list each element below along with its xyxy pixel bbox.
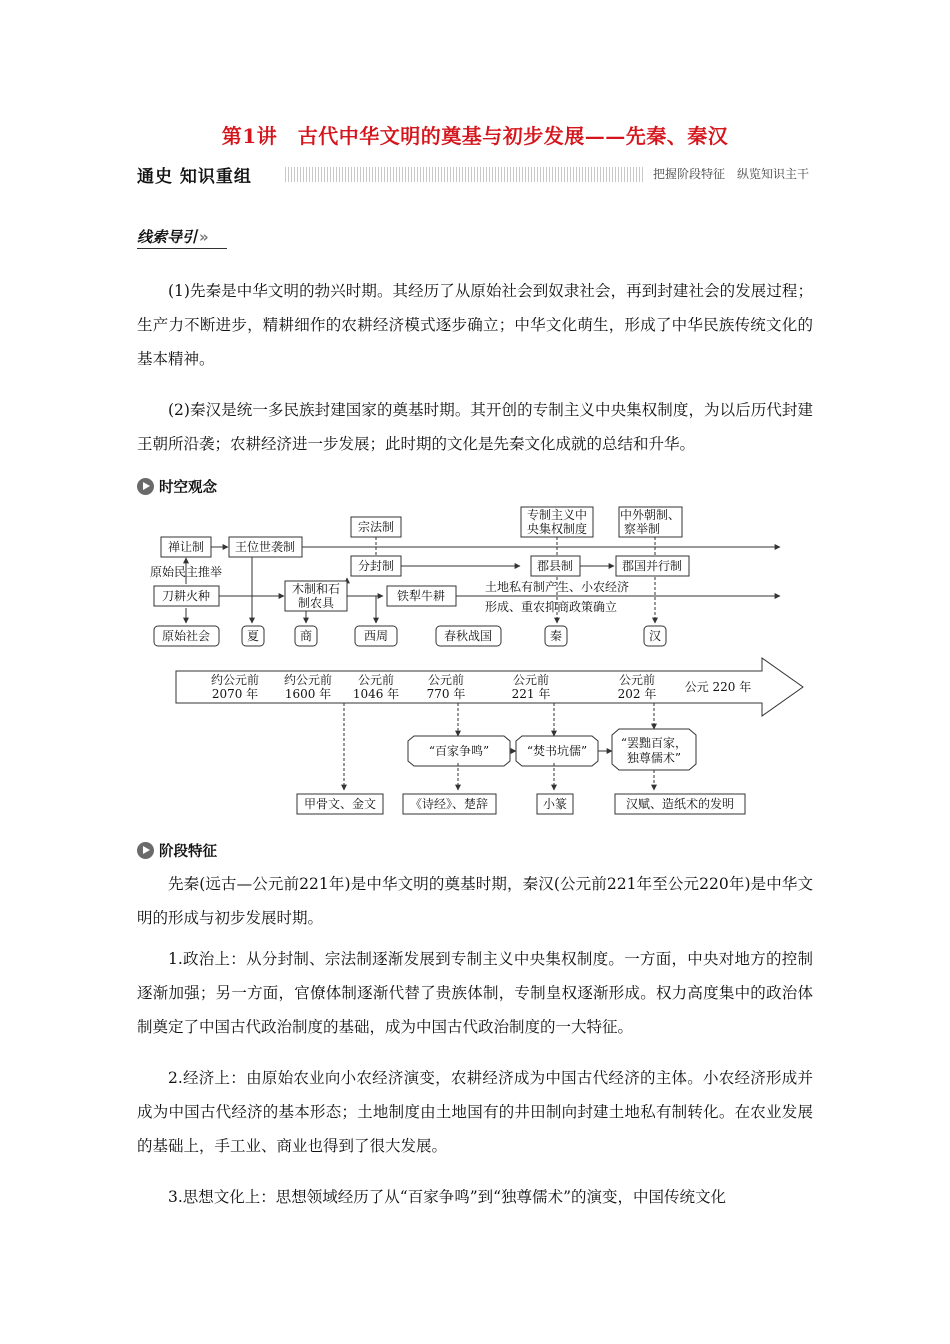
bachu-label-2: 独尊儒术” [626,751,682,765]
time-770-line1: 公元前 [427,673,465,687]
junguo-label: 郡国并行制 [621,559,683,573]
time-221-line2: 221 年 [511,687,551,701]
time-1046-line2: 1046 年 [352,687,400,701]
shanrang-label: 禅让制 [167,540,205,554]
stage-paragraph-4: 3.思想文化上：思想领域经历了从“百家争鸣”到“独尊儒术”的演变，中国传统文化 [168,1188,726,1206]
time-221-line1: 公元前 [512,673,550,687]
play-icon [137,842,154,859]
banner-subtitle: 把握阶段特征 纵览知识主干 [645,165,809,182]
play-icon [137,478,154,495]
double-chevron-icon: » [199,228,209,246]
time-1046-line1: 公元前 [357,673,395,687]
intro-paragraph-2: (2)秦汉是统一多民族封建国家的奠基时期。其开创的专制主义中央集权制度，为以后历代封建王朝所沿袭；农耕经济进一步发展；此时期的文化是先秦文化成就的总结和升华。 [137,401,813,453]
bachu-label-1: “罢黜百家， [620,736,688,750]
stage-heading-text: 阶段特征 [159,844,217,860]
spacetime-heading [137,476,217,497]
time-1600-line2: 1600 年 [284,687,332,701]
stage-paragraph-1: 先秦(远古—公元前221年)是中华文明的奠基时期，秦汉(公元前221年至公元220年)是中华文明的形成与初步发展时期。 [137,875,813,927]
tudi-label-2: 形成、重农抑商政策确立 [485,600,618,614]
zhongwai-label-1: 中外朝制、 [619,508,681,522]
wangwei-label: 王位世袭制 [234,540,296,554]
yuanshi-minzhu-label: 原始民主推举 [149,565,223,579]
jiagu-label: 甲骨文、金文 [303,797,377,811]
zhongwai-label-2: 察举制 [623,522,661,536]
zhuanzhi-label-2: 央集权制度 [526,522,588,536]
baijia-label: “百家争鸣” [428,744,490,758]
shang-label: 商 [299,629,313,643]
junxian-label: 郡县制 [536,559,574,573]
banner-label: 通史 知识重组 [137,162,258,187]
qin-label: 秦 [549,629,563,643]
time-220-label: 公元 220 年 [684,680,752,694]
daogeng-label: 刀耕火种 [161,589,211,603]
time-2070-line1: 约公元前 [210,673,260,687]
xia-label: 夏 [246,629,260,643]
hanfu-label: 汉赋、造纸术的发明 [625,797,735,811]
chunqiu-label: 春秋战国 [443,629,493,643]
xiaozhuan-label: 小篆 [542,797,568,811]
page-title: 第1讲 古代中华文明的奠基与初步发展——先秦、秦汉 [221,124,729,148]
shijing-label: 《诗经》、楚辞 [409,797,489,811]
timeline-diagram [0,500,950,830]
zongfa-label: 宗法制 [357,520,395,534]
clue-heading-underline [137,248,227,249]
section-banner [137,164,809,187]
stage-paragraph-3: 2.经济上：由原始农业向小农经济演变，农耕经济成为中国古代经济的主体。小农经济形成并成为中国古代经济的基本形态；土地制度由土地国有的井田制向封建土地私有制转化。在农业发展的基础上，手工业、商业也得到了很大发展。 [137,1069,813,1155]
muzhi-label-1: 木制和石 [291,582,341,596]
time-202-line1: 公元前 [618,673,656,687]
time-1600-line1: 约公元前 [283,673,333,687]
time-2070-line2: 2070 年 [211,687,259,701]
muzhi-label-2: 制农具 [297,596,335,610]
tudi-label-1: 土地私有制产生、小农经济 [485,580,630,594]
han-label: 汉 [648,629,662,643]
xizhou-label: 西周 [363,629,389,643]
intro-paragraph-1: (1)先秦是中华文明的勃兴时期。其经历了从原始社会到奴隶社会，再到封建社会的发展过程；生产力不断进步，精耕细作的农耕经济模式逐步确立；中华文化萌生，形成了中华民族传统文化的基本精神。 [137,282,813,368]
yuanshi-shehui-label: 原始社会 [161,629,211,643]
stage-heading [137,840,217,861]
clue-heading-text: 线索导引 [137,228,198,246]
spacetime-heading-text: 时空观念 [159,480,217,496]
fenshu-label: “焚书坑儒” [526,744,588,758]
zhuanzhi-label-1: 专制主义中 [526,508,588,522]
time-770-line2: 770 年 [426,687,466,701]
fenfeng-label: 分封制 [357,559,395,573]
stage-paragraph-2: 1.政治上：从分封制、宗法制逐渐发展到专制主义中央集权制度。一方面，中央对地方的控制逐渐加强；另一方面，官僚体制逐渐代替了贵族体制，专制皇权逐渐形成。权力高度集中的政治体制奠定了中国古代政治制度的基础，成为中国古代政治制度的一大特征。 [137,950,813,1036]
tieli-label: 铁犁牛耕 [396,589,446,603]
clue-heading [137,226,209,247]
time-202-line2: 202 年 [617,687,657,701]
